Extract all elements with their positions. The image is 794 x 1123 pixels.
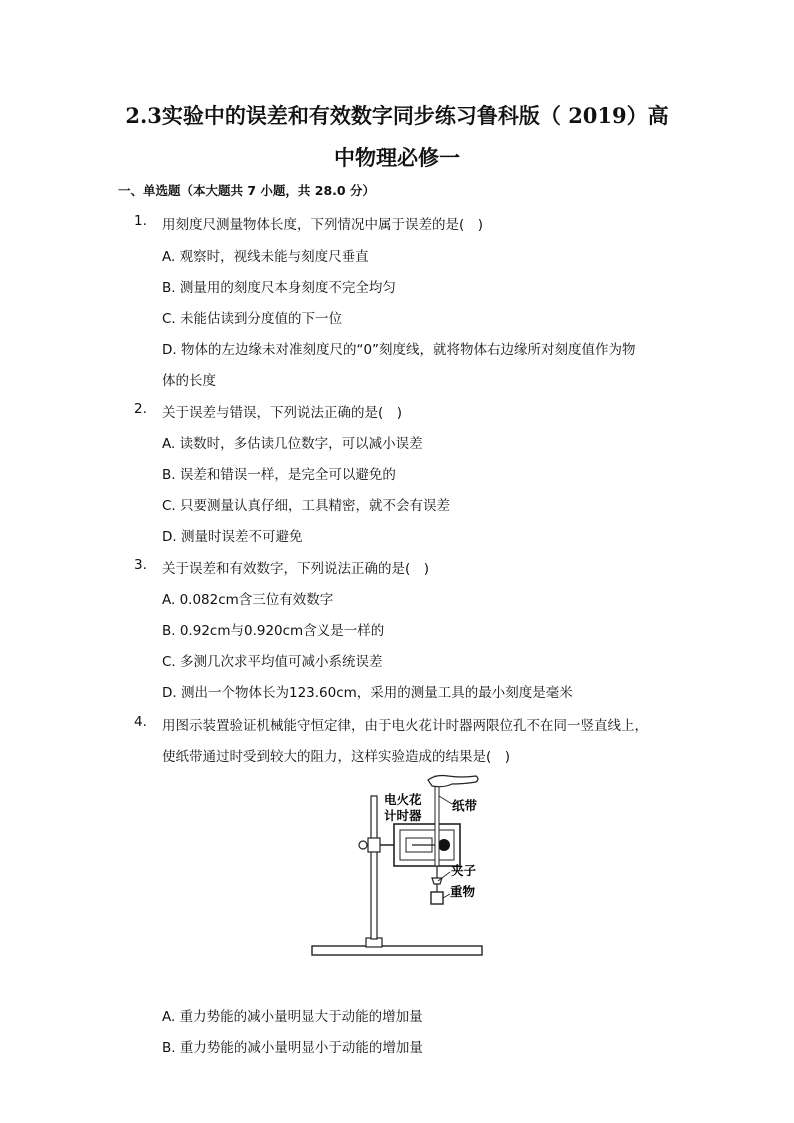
question-stem-continued: 使纸带通过时受到较大的阻力，这样实验造成的结果是( ) xyxy=(162,749,511,765)
apparatus-figure xyxy=(308,768,498,990)
stand-base xyxy=(312,946,482,955)
option-a: A. 观察时，视线未能与刻度尺垂直 xyxy=(162,249,369,265)
question-stem: 用图示装置验证机械能守恒定律，由于电火花计时器两限位孔不在同一竖直线上， xyxy=(162,718,648,734)
label-timer-line1: 电火花 xyxy=(384,792,422,807)
clamp-knob xyxy=(359,841,367,849)
option-b: B. 0.92cm与0.920cm含义是一样的 xyxy=(162,623,385,639)
label-clip: 夹子 xyxy=(451,863,477,878)
label-tape: 纸带 xyxy=(452,798,478,813)
option-a: A. 0.082cm含三位有效数字 xyxy=(162,592,334,608)
doc-title-line1: 2.3实验中的误差和有效数字同步练习鲁科版（ 2019）高 xyxy=(125,103,669,128)
weight-block xyxy=(431,892,443,904)
option-c: C. 只要测量认真仔细，工具精密，就不会有误差 xyxy=(162,498,451,514)
label-timer-line2: 计时器 xyxy=(384,808,422,823)
option-c: C. 未能估读到分度值的下一位 xyxy=(162,311,343,327)
timer-disc xyxy=(438,839,450,851)
section-heading: 一、单选题（本大题共 7 小题，共 28.0 分） xyxy=(118,183,375,198)
option-b: B. 误差和错误一样，是完全可以避免的 xyxy=(162,467,396,483)
doc-title-line2: 中物理必修一 xyxy=(334,145,460,170)
question-number: 4. xyxy=(134,714,147,730)
paper-tape xyxy=(435,776,439,866)
option-c: C. 多测几次求平均值可减小系统误差 xyxy=(162,654,383,670)
rod-clamp xyxy=(368,838,380,852)
question-number: 1. xyxy=(134,213,147,229)
hand-icon xyxy=(428,776,478,787)
option-d-continued: 体的长度 xyxy=(162,373,216,389)
question-stem: 关于误差与错误，下列说法正确的是( ) xyxy=(162,405,403,421)
option-d: D. 测出一个物体长为123.60cm，采用的测量工具的最小刻度是毫米 xyxy=(162,685,573,701)
question-number: 3. xyxy=(134,557,147,573)
option-b: B. 重力势能的减小量明显小于动能的增加量 xyxy=(162,1040,423,1056)
question-stem: 用刻度尺测量物体长度，下列情况中属于误差的是( ) xyxy=(162,217,484,233)
option-a: A. 读数时，多估读几位数字，可以减小误差 xyxy=(162,436,423,452)
option-a: A. 重力势能的减小量明显大于动能的增加量 xyxy=(162,1009,423,1025)
stand-rod xyxy=(371,796,377,939)
option-b: B. 测量用的刻度尺本身刻度不完全均匀 xyxy=(162,280,396,296)
question-stem: 关于误差和有效数字，下列说法正确的是( ) xyxy=(162,561,430,577)
option-d: D. 物体的左边缘未对准刻度尺的“0”刻度线，就将物体右边缘所对刻度值作为物 xyxy=(162,342,636,358)
question-number: 2. xyxy=(134,401,147,417)
option-d: D. 测量时误差不可避免 xyxy=(162,529,303,545)
label-weight: 重物 xyxy=(450,884,476,899)
